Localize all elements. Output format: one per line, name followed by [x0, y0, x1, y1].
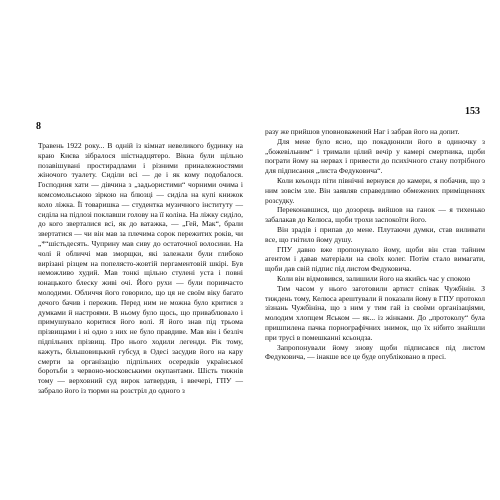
right-paragraph: Для мене було ясно, що покадюнили його в одиночку з „божевільним“ і тримали цілий вечір у камері смертника, щоби пограти йому на нервах і привести до психічного стану потрібного для підписання „листа Федуковича“. — [265, 136, 485, 176]
right-paragraph: Переконавшися, що дозорець вийшов на ганок — я тихенько забалакав до Келюса, щоби трохи заспокоїти його. — [265, 205, 485, 225]
right-paragraph: Коли кеьондз піти північні вернувся до камери, я побачив, що з ним зовсім зле. Він заявляв справедливо обмежених приміщеннях розсудку. — [265, 175, 485, 205]
left-paragraph: Травень 1922 року... В одній із кімнат невеликого будинку на краю Києва зібралося шістнадцятеро. Вікна були щільно позавішувані простирадлами і різними приналежностями жіночого туалету. Сиділи всі — де і як кому подобалося. Господиня хати — дівчина з „задьористими“ чорними очима і комсомольською зіркою на блюзці — сиділа на купі книжок коло ліжка. Її товаришка — студентка музичного інституту — сиділа на підлозі поклавши голову на її коліна. На ліжку сиділо, до кого зверталися всі, як до ватажка, — „Гей, Мак“, брали звертатися — чи він мав за плечима сорок пережитих років, чи „*“шістьдесять. Чуприну мав сиву до остаточної волосини. На чолі й обличчі мав зморщки, які залежали були глибоко вирізані різцем на попелясто-жовтій пергаментовій шкірі. Був неможливо худий. Мав тонкі щільно стулені уста і повні юнацького блеску живі очі. Його рухи — були поривчасто молодими. Обличчя його говорило, що ця не своїм віку багато дечого бачив і пережив. Перед ним не можна було критися з думками й настроями. В ньому було щось, що приваблювало і примушувало коритися його волі. Я його знав під трьома прізвищами і ні одно з них не було правдиве. Мав він і безліч підпільних прізвищ. Про нього ходили легенди. Рік тому, кажуть, більшовицький губсуд в Одесі засудив його на кару смерти за організацію підпільних осередків української боротьби з червоно-московськими окупантами. Шість тижнів тому — верховний суд вирок затвердив, і ввечері, ГПУ — забрало його із тюрми на розстріл до одного з — [38, 141, 243, 395]
right-text-column — [265, 127, 485, 362]
right-paragraph: Запропонували йому знову щоби підписався під листом Федуковича, — інакше все це буде опубліковано в пресі. — [265, 342, 485, 362]
left-text-column — [38, 141, 243, 396]
right-paragraph: ГПУ давно вже пропонувало йому, щоби він став тайним агентом і давав матеріали на своїх колег. Потім стало вимагати, щоби дав свій підпис під листом Федуковича. — [265, 244, 485, 274]
left-page-number: 8 — [36, 121, 41, 132]
right-paragraph: Він зрадів і припав до мене. Плутаючи думки, став виливати все, що гнітило йому душу. — [265, 224, 485, 244]
right-paragraph: разу же прийшов уповноважений Наг і забрав його на допит. — [265, 127, 460, 136]
right-page — [253, 0, 500, 500]
right-page-number: 153 — [465, 106, 480, 117]
right-paragraph: Тим часом у нього заготовили артист співак Чужбінін. З тиждень тому, Келюса арештували й показали йому в ГПУ протокол зізнань Чужбініна, що з ним у тим гай із своїми організаціями, молодим хлопцем Яськом — як... із жінками. До „протоколу“ була пришпилена пачка порнографічних знимок, що їх нібито знайшли при трусі в помешканні ксьондза. — [265, 283, 485, 342]
right-paragraph: Коли він відмовився, залишили його на якийсь час у спокою — [277, 273, 471, 283]
